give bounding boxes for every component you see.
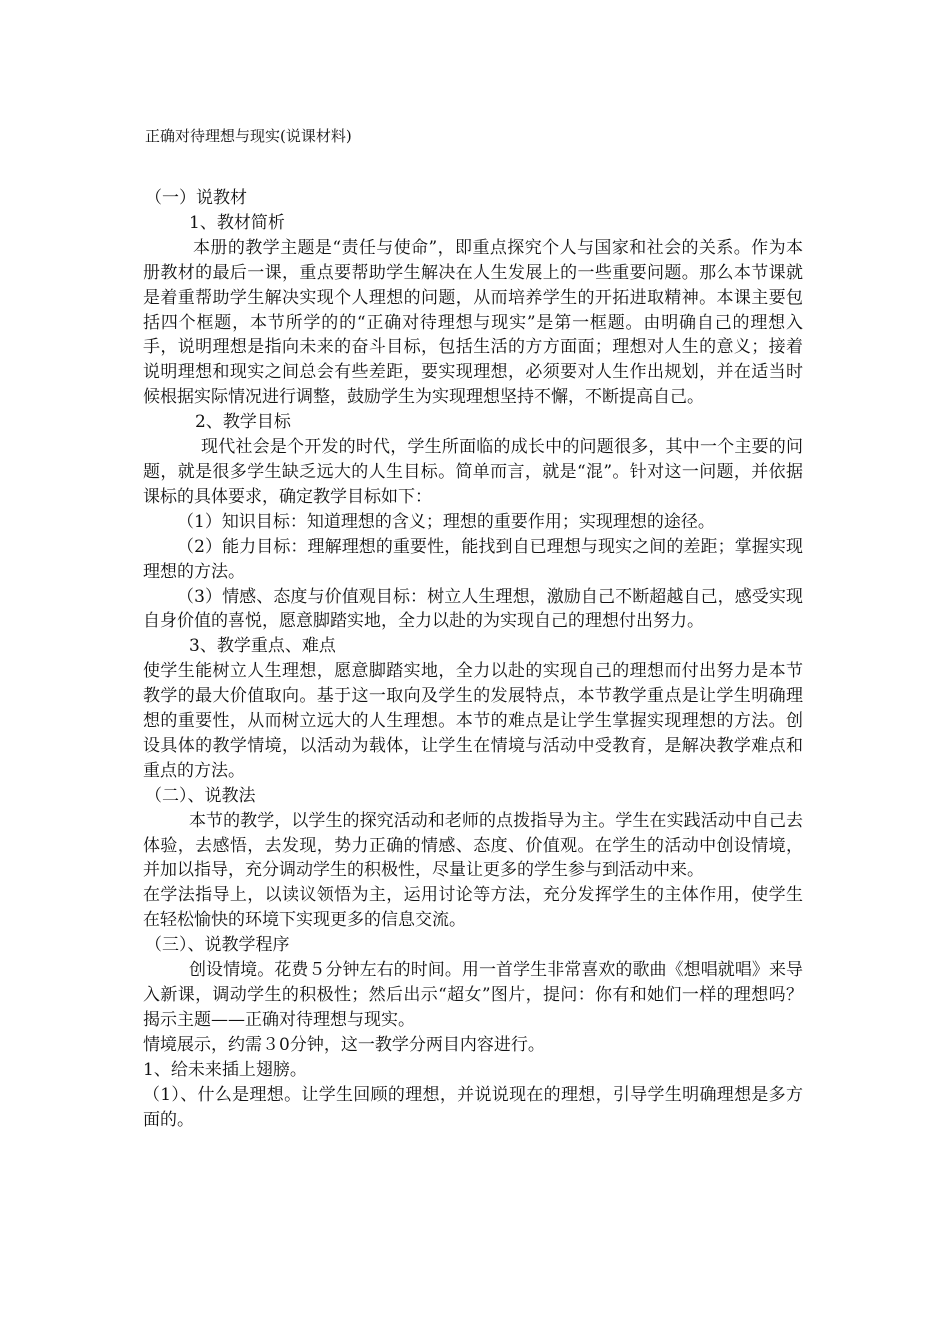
subheading-textbook-analysis: 1、教材简析 <box>189 212 285 233</box>
document-title: 正确对待理想与现实(说课材料) <box>145 127 352 145</box>
paragraph-what-is-ideal: （1）、什么是理想。让学生回顾的理想，并说说现在的理想，引导学生明确理想是多方面的。 <box>143 1084 803 1130</box>
goal-ability: （2）能力目标：理解理想的重要性，能找到自已理想与现实之间的差距；掌握实现理想的方法。 <box>143 536 803 582</box>
paragraph-scene-creation: 创设情境。花费５分钟左右的时间。用一首学生非常喜欢的歌曲《想唱就唱》来导入新课，调动学生的积极性；然后出示“超女”图片，提问：你有和她们一样的理想吗？揭示主题——正确对待理想与现实。 <box>143 960 803 1030</box>
paragraph-textbook-analysis: 本册的教学主题是“责任与使命”，即重点探究个人与国家和社会的关系。作为本册教材的最后一课，重点要帮助学生解决在人生发展上的一些重要问题。那么本节课就是着重帮助学生解决实现个人理想的问题，从而培养学生的开拓进取精神。本课主要包括四个框题，本节所学的的“正确对待理想与现实”是第一框题。由明确自己的理想入手，说明理想是指向未来的奋斗目标，包括生活的方方面面；理想对人生的意义；接着说明理想和现实之间总会有些差距，要实现理想，必须要对人生作出规划，并在适当时候根据实际情况进行调整，鼓励学生为实现理想坚持不懈，不断提高自己。 <box>143 237 803 408</box>
paragraph-scene-display: 情境展示，约需３0分钟，这一教学分两目内容进行。 <box>143 1034 545 1055</box>
section-heading-textbook: （一）说教材 <box>145 188 247 208</box>
section-heading-teaching-method: （二）、说教法 <box>145 785 256 806</box>
section-heading-teaching-procedure: （三）、说教学程序 <box>145 935 290 956</box>
goal-emotion: （3）情感、态度与价值观目标：树立人生理想，激励自己不断超越自己，感受实现自身价值的喜悦，愿意脚踏实地，全力以赴的为实现自己的理想付出努力。 <box>143 586 803 632</box>
paragraph-teaching-goals: 现代社会是个开发的时代，学生所面临的成长中的问题很多，其中一个主要的问题，就是很多学生缺乏远大的人生目标。简单而言，就是“混”。针对这一问题，并依据课标的具体要求，确定教学目标如下： <box>143 437 803 507</box>
paragraph-learning-method: 在学法指导上，以读议领悟为主，运用讨论等方法，充分发挥学生的主体作用，使学生在轻松愉快的环境下实现更多的信息交流。 <box>143 885 803 931</box>
goal-knowledge: （1）知识目标：知道理想的含义；理想的重要作用；实现理想的途径。 <box>177 511 715 532</box>
paragraph-key-points: 使学生能树立人生理想，愿意脚踏实地，全力以赴的实现自己的理想而付出努力是本节教学的最大价值取向。基于这一取向及学生的发展特点，本节教学重点是让学生明确理想的重要性，从而树立远大的人生理想。本节的难点是让学生掌握实现理想的方法。创设具体的教学情境，以活动为载体，让学生在情境与活动中受教育，是解决教学难点和重点的方法。 <box>143 661 803 781</box>
subheading-teaching-goals: 2、教学目标 <box>195 412 291 433</box>
subheading-key-points: 3、教学重点、难点 <box>189 636 336 657</box>
document-body <box>143 186 803 1132</box>
paragraph-future-wings: 1、给未来插上翅膀。 <box>143 1059 307 1080</box>
paragraph-teaching-method: 本节的教学，以学生的探究活动和老师的点拨指导为主。学生在实践活动中自己去体验，去感悟，去发现，势力正确的情感、态度、价值观。在学生的活动中创设情境，并加以指导，充分调动学生的积极性，尽量让更多的学生参与到活动中来。 <box>143 810 803 881</box>
